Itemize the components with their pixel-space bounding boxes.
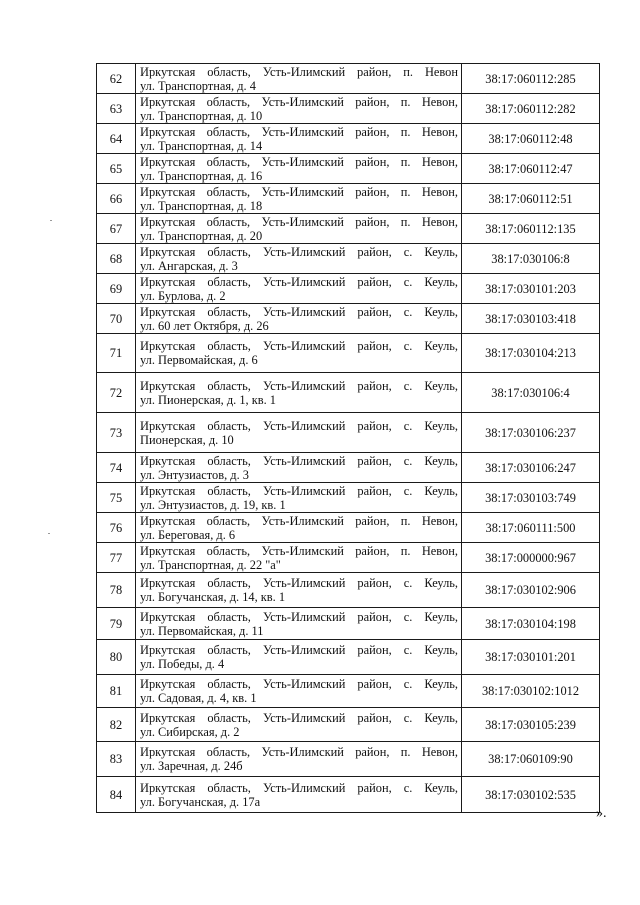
address-line-street: ул. Садовая, д. 4, кв. 1 bbox=[140, 691, 257, 705]
row-number-cell: 83 bbox=[97, 742, 136, 777]
address-line-region: Иркутская область, Усть-Илимский район, с. Кеуль, bbox=[140, 677, 458, 691]
address-line-street: ул. Первомайская, д. 6 bbox=[140, 353, 258, 367]
address-cell bbox=[136, 708, 462, 742]
address-line-street: ул. Энтузиастов, д. 19, кв. 1 bbox=[140, 497, 286, 512]
cadastral-number-cell: 38:17:030103:749 bbox=[462, 483, 600, 513]
row-number-cell: 76 bbox=[97, 513, 136, 543]
table-row bbox=[97, 244, 600, 274]
cadastral-number-cell: 38:17:030106:4 bbox=[462, 373, 600, 413]
address-cell bbox=[136, 373, 462, 413]
address-cell bbox=[136, 214, 462, 244]
scan-speck bbox=[48, 533, 50, 534]
cadastral-number-cell: 38:17:030104:213 bbox=[462, 334, 600, 373]
table-row bbox=[97, 483, 600, 513]
table-row bbox=[97, 453, 600, 483]
row-number-cell: 66 bbox=[97, 184, 136, 214]
address-line-region: Иркутская область, Усть-Илимский район, с. Кеуль, bbox=[140, 576, 458, 590]
row-number-cell: 71 bbox=[97, 334, 136, 373]
table-row bbox=[97, 777, 600, 813]
table-row bbox=[97, 214, 600, 244]
table-row bbox=[97, 742, 600, 777]
table-row bbox=[97, 274, 600, 304]
table-row bbox=[97, 94, 600, 124]
address-line-street: Пионерская, д. 10 bbox=[140, 432, 234, 447]
cadastral-number-cell: 38:17:030106:237 bbox=[462, 413, 600, 453]
address-line-region: Иркутская область, Усть-Илимский район, с. Кеуль, bbox=[140, 339, 458, 353]
address-line-region: Иркутская область, Усть-Илимский район, с. Кеуль, bbox=[140, 483, 458, 498]
address-cell bbox=[136, 483, 462, 513]
address-line-street: ул. Транспортная, д. 10 bbox=[140, 108, 263, 123]
address-cell bbox=[136, 675, 462, 708]
row-number-cell: 64 bbox=[97, 124, 136, 154]
address-cell bbox=[136, 543, 462, 573]
table-row bbox=[97, 64, 600, 94]
address-cell bbox=[136, 154, 462, 184]
cadastral-number-cell: 38:17:030102:906 bbox=[462, 573, 600, 608]
address-cell bbox=[136, 777, 462, 813]
address-line-region: Иркутская область, Усть-Илимский район, п. Невон, bbox=[140, 184, 458, 199]
cadastral-number-cell: 38:17:060109:90 bbox=[462, 742, 600, 777]
table-row bbox=[97, 543, 600, 573]
address-line-region: Иркутская область, Усть-Илимский район, с. Кеуль, bbox=[140, 378, 458, 393]
table-row bbox=[97, 513, 600, 543]
row-number-cell: 82 bbox=[97, 708, 136, 742]
table-row bbox=[97, 124, 600, 154]
row-number-cell: 69 bbox=[97, 274, 136, 304]
address-line-region: Иркутская область, Усть-Илимский район, п. Невон, bbox=[140, 543, 458, 558]
row-number-cell: 78 bbox=[97, 573, 136, 608]
address-line-street: ул. Транспортная, д. 14 bbox=[140, 138, 263, 153]
address-line-region: Иркутская область, Усть-Илимский район, с. Кеуль, bbox=[140, 710, 458, 725]
table-row bbox=[97, 184, 600, 214]
address-line-region: Иркутская область, Усть-Илимский район, с. Кеуль, bbox=[140, 274, 458, 289]
address-line-street: ул. Транспортная, д. 4 bbox=[140, 78, 256, 93]
address-line-street: ул. 60 лет Октября, д. 26 bbox=[140, 318, 269, 333]
address-line-region: Иркутская область, Усть-Илимский район, п. Невон, bbox=[140, 124, 458, 139]
table-row bbox=[97, 675, 600, 708]
table-row bbox=[97, 708, 600, 742]
cadastral-number-cell: 38:17:000000:967 bbox=[462, 543, 600, 573]
row-number-cell: 73 bbox=[97, 413, 136, 453]
cadastral-number-cell: 38:17:060112:47 bbox=[462, 154, 600, 184]
address-line-street: ул. Богучанская, д. 17а bbox=[140, 794, 261, 809]
address-cell bbox=[136, 184, 462, 214]
address-line-street: ул. Бурлова, д. 2 bbox=[140, 288, 226, 303]
address-line-region: Иркутская область, Усть-Илимский район, с. Кеуль, bbox=[140, 609, 458, 624]
address-line-street: ул. Богучанская, д. 14, кв. 1 bbox=[140, 590, 286, 604]
address-line-region: Иркутская область, Усть-Илимский район, п. Невон, bbox=[140, 94, 458, 109]
address-cell bbox=[136, 244, 462, 274]
address-line-region: Иркутская область, Усть-Илимский район, п. Невон bbox=[140, 64, 458, 79]
address-line-street: ул. Сибирская, д. 2 bbox=[140, 724, 240, 739]
address-line-street: ул. Победы, д. 4 bbox=[140, 657, 225, 671]
address-line-street: ул. Пионерская, д. 1, кв. 1 bbox=[140, 392, 277, 407]
cadastral-number-cell: 38:17:030102:1012 bbox=[462, 675, 600, 708]
row-number-cell: 80 bbox=[97, 640, 136, 675]
row-number-cell: 65 bbox=[97, 154, 136, 184]
cadastral-number-cell: 38:17:030101:201 bbox=[462, 640, 600, 675]
address-line-street: ул. Транспортная, д. 18 bbox=[140, 198, 263, 213]
scan-speck bbox=[50, 220, 52, 221]
address-line-region: Иркутская область, Усть-Илимский район, с. Кеуль, bbox=[140, 244, 458, 259]
address-cell bbox=[136, 413, 462, 453]
cadastral-number-cell: 38:17:060111:500 bbox=[462, 513, 600, 543]
address-cell bbox=[136, 608, 462, 640]
cadastral-number-cell: 38:17:060112:282 bbox=[462, 94, 600, 124]
address-cell bbox=[136, 304, 462, 334]
row-number-cell: 77 bbox=[97, 543, 136, 573]
table-row bbox=[97, 334, 600, 373]
cadastral-number-cell: 38:17:030105:239 bbox=[462, 708, 600, 742]
address-cell bbox=[136, 453, 462, 483]
address-line-region: Иркутская область, Усть-Илимский район, с. Кеуль, bbox=[140, 418, 458, 433]
table-row bbox=[97, 304, 600, 334]
row-number-cell: 75 bbox=[97, 483, 136, 513]
address-cell bbox=[136, 334, 462, 373]
cadastral-number-cell: 38:17:030106:247 bbox=[462, 453, 600, 483]
address-line-street: ул. Транспортная, д. 16 bbox=[140, 168, 263, 183]
address-cell bbox=[136, 124, 462, 154]
row-number-cell: 62 bbox=[97, 64, 136, 94]
cadastral-number-cell: 38:17:060112:135 bbox=[462, 214, 600, 244]
table-row bbox=[97, 573, 600, 608]
address-line-region: Иркутская область, Усть-Илимский район, с. Кеуль, bbox=[140, 453, 458, 468]
cadastral-number-cell: 38:17:030103:418 bbox=[462, 304, 600, 334]
table-row bbox=[97, 608, 600, 640]
row-number-cell: 72 bbox=[97, 373, 136, 413]
closing-quote: ». bbox=[596, 806, 607, 821]
address-line-street: ул. Энтузиастов, д. 3 bbox=[140, 467, 249, 482]
table-row bbox=[97, 373, 600, 413]
row-number-cell: 63 bbox=[97, 94, 136, 124]
address-cell bbox=[136, 573, 462, 608]
table-row bbox=[97, 640, 600, 675]
address-line-region: Иркутская область, Усть-Илимский район, с. Кеуль, bbox=[140, 304, 458, 319]
address-cell bbox=[136, 274, 462, 304]
address-line-street: ул. Первомайская, д. 11 bbox=[140, 623, 264, 638]
cadastral-number-cell: 38:17:060112:51 bbox=[462, 184, 600, 214]
cadastral-number-cell: 38:17:030106:8 bbox=[462, 244, 600, 274]
row-number-cell: 74 bbox=[97, 453, 136, 483]
address-line-region: Иркутская область, Усть-Илимский район, п. Невон, bbox=[140, 513, 458, 528]
address-cell bbox=[136, 94, 462, 124]
address-cell bbox=[136, 742, 462, 777]
table-body bbox=[97, 64, 600, 813]
address-line-region: Иркутская область, Усть-Илимский район, п. Невон, bbox=[140, 745, 458, 759]
address-line-street: ул. Заречная, д. 24б bbox=[140, 759, 243, 773]
address-cell bbox=[136, 64, 462, 94]
row-number-cell: 67 bbox=[97, 214, 136, 244]
table-row bbox=[97, 413, 600, 453]
row-number-cell: 84 bbox=[97, 777, 136, 813]
address-line-street: ул. Береговая, д. 6 bbox=[140, 527, 236, 542]
address-line-region: Иркутская область, Усть-Илимский район, п. Невон, bbox=[140, 214, 458, 229]
cadastral-number-cell: 38:17:030102:535 bbox=[462, 777, 600, 813]
cadastral-number-cell: 38:17:060112:285 bbox=[462, 64, 600, 94]
table-row bbox=[97, 154, 600, 184]
address-line-region: Иркутская область, Усть-Илимский район, с. Кеуль, bbox=[140, 780, 458, 795]
cadastral-number-cell: 38:17:030104:198 bbox=[462, 608, 600, 640]
row-number-cell: 70 bbox=[97, 304, 136, 334]
address-line-street: ул. Транспортная, д. 20 bbox=[140, 228, 263, 243]
address-cell bbox=[136, 513, 462, 543]
row-number-cell: 81 bbox=[97, 675, 136, 708]
row-number-cell: 79 bbox=[97, 608, 136, 640]
property-table bbox=[96, 63, 600, 813]
address-line-region: Иркутская область, Усть-Илимский район, п. Невон, bbox=[140, 154, 458, 169]
cadastral-number-cell: 38:17:030101:203 bbox=[462, 274, 600, 304]
address-line-street: ул. Транспортная, д. 22 "а" bbox=[140, 557, 281, 572]
address-cell bbox=[136, 640, 462, 675]
row-number-cell: 68 bbox=[97, 244, 136, 274]
address-line-region: Иркутская область, Усть-Илимский район, с. Кеуль, bbox=[140, 643, 458, 657]
address-line-street: ул. Ангарская, д. 3 bbox=[140, 258, 238, 273]
cadastral-number-cell: 38:17:060112:48 bbox=[462, 124, 600, 154]
